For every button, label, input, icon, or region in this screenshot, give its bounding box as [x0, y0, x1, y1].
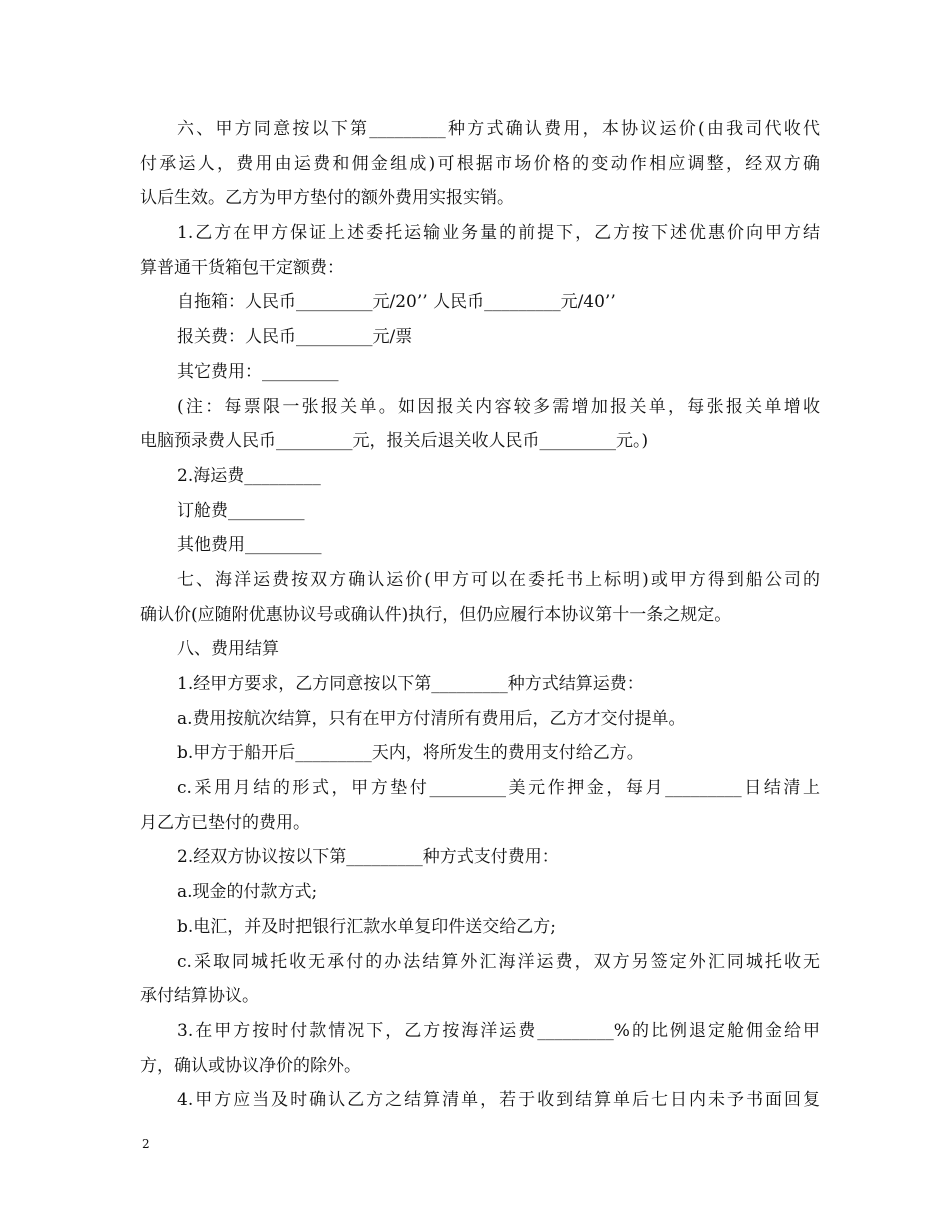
text-line: a.现金的付款方式; — [177, 882, 318, 903]
text-line: 付承运人，费用由运费和佣金组成)可根据市场价格的变动作相应调整，经双方确 — [140, 153, 820, 174]
text-line: 月乙方已垫付的费用。 — [140, 812, 310, 833]
text-line: 自拖箱：人民币_________元/20’’ 人民币_________元/40’’ — [177, 292, 616, 313]
text-line: 方，确认或协议净价的除外。 — [140, 1055, 361, 1076]
text-line: 六、甲方同意按以下第_________种方式确认费用，本协议运价(由我司代收代 — [177, 119, 820, 139]
text-line: 七、海洋运费按双方确认运价(甲方可以在委托书上标明)或甲方得到船公司的 — [177, 569, 820, 590]
text-line: 认后生效。乙方为甲方垫付的额外费用实报实销。 — [140, 188, 514, 209]
text-line: 电脑预录费人民币_________元，报关后退关收人民币_________元。) — [140, 431, 649, 452]
text-line: 算普通干货箱包干定额费： — [140, 257, 344, 278]
text-line: 报关费：人民币_________元/票 — [177, 327, 413, 348]
text-line: b.电汇，并及时把银行汇款水单复印件送交给乙方; — [177, 916, 557, 937]
text-line: a.费用按航次结算，只有在甲方付清所有费用后，乙方才交付提单。 — [177, 708, 686, 729]
text-line: b.甲方于船开后_________天内，将所发生的费用支付给乙方。 — [177, 743, 644, 764]
text-line: 确认价(应随附优惠协议号或确认件)执行，但仍应履行本协议第十一条之规定。 — [140, 604, 732, 625]
page-number: 2 — [142, 1137, 150, 1151]
text-line: 2.经双方协议按以下第_________种方式支付费用： — [177, 847, 559, 868]
text-line: 其他费用_________ — [177, 535, 322, 556]
text-line: 4.甲方应当及时确认乙方之结算清单，若于收到结算单后七日内未予书面回复 — [177, 1090, 820, 1111]
text-line: c.采用月结的形式，甲方垫付_________美元作押金，每月_________日结清上 — [177, 778, 820, 799]
text-line: c.采取同城托收无承付的办法结算外汇海洋运费，双方另签定外汇同城托收无 — [177, 951, 820, 972]
text-line: 2.海运费_________ — [177, 465, 321, 486]
text-line: 其它费用：_________ — [177, 361, 339, 382]
text-line: 1.经甲方要求，乙方同意按以下第_________种方式结算运费： — [177, 674, 644, 694]
text-line: 3.在甲方按时付款情况下，乙方按海洋运费_________%的比例退定舱佣金给甲 — [177, 1020, 820, 1041]
document-body — [140, 112, 820, 1118]
text-line: (注：每票限一张报关单。如因报关内容较多需增加报关单，每张报关单增收 — [177, 396, 820, 417]
text-line: 订舱费_________ — [177, 500, 305, 521]
text-line: 承付结算协议。 — [140, 986, 259, 1007]
text-line: 1.乙方在甲方保证上述委托运输业务量的前提下，乙方按下述优惠价向甲方结 — [177, 223, 820, 244]
text-line: 八、费用结算 — [177, 639, 279, 660]
